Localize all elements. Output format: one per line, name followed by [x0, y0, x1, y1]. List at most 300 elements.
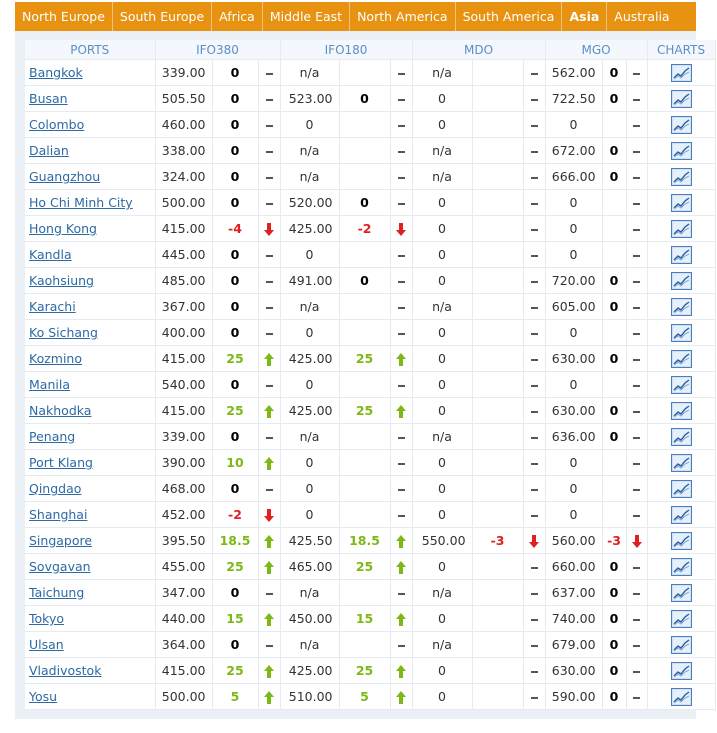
port-link[interactable]: Busan — [29, 91, 68, 106]
ifo380-trend — [258, 606, 280, 632]
chart-icon[interactable] — [671, 116, 692, 134]
ifo180-change — [339, 632, 390, 658]
table-row — [25, 398, 715, 424]
mgo-change — [602, 320, 626, 346]
port-link[interactable]: Tokyo — [29, 611, 64, 626]
ifo380-price: 505.50 — [155, 86, 212, 112]
tab-australia[interactable]: Australia — [614, 9, 670, 24]
tab-middle-east[interactable]: Middle East — [263, 2, 350, 31]
mgo-price: 666.00 — [545, 164, 602, 190]
mgo-price: 672.00 — [545, 138, 602, 164]
arrow-up-icon — [264, 457, 274, 470]
ifo380-change: 0 — [212, 632, 258, 658]
chart-icon[interactable] — [671, 298, 692, 316]
ifo380-change: 5 — [212, 684, 258, 710]
ifo180-change: 0 — [339, 86, 390, 112]
dash-icon — [633, 437, 640, 439]
arrow-up-icon — [264, 561, 274, 574]
ifo180-price: 0 — [280, 476, 339, 502]
port-cell — [25, 372, 155, 398]
chart-icon[interactable] — [671, 636, 692, 654]
chart-icon[interactable] — [671, 272, 692, 290]
mdo-change — [472, 684, 523, 710]
ifo380-change: 0 — [212, 424, 258, 450]
ifo380-change: 0 — [212, 580, 258, 606]
dash-icon — [633, 73, 640, 75]
table-row — [25, 450, 715, 476]
mgo-price: 605.00 — [545, 294, 602, 320]
ifo180-trend — [390, 398, 412, 424]
dash-icon — [633, 333, 640, 335]
chart-cell — [647, 554, 715, 580]
table-row — [25, 164, 715, 190]
mdo-trend — [523, 112, 545, 138]
ifo180-change: 25 — [339, 398, 390, 424]
port-link[interactable]: Shanghai — [29, 507, 88, 522]
dash-icon — [531, 177, 538, 179]
mgo-change — [602, 502, 626, 528]
mdo-change — [472, 268, 523, 294]
mgo-change: 0 — [602, 294, 626, 320]
port-cell — [25, 190, 155, 216]
dash-icon — [633, 307, 640, 309]
mgo-trend — [626, 450, 647, 476]
mdo-trend — [523, 60, 545, 86]
ifo180-trend — [390, 554, 412, 580]
mgo-change: 0 — [602, 606, 626, 632]
port-cell — [25, 268, 155, 294]
dash-icon — [398, 177, 405, 179]
ifo380-change: -4 — [212, 216, 258, 242]
chart-icon[interactable] — [671, 480, 692, 498]
port-link[interactable]: Manila — [29, 377, 70, 392]
header-ifo180: IFO180 — [280, 40, 412, 60]
mdo-change — [472, 450, 523, 476]
ifo380-price: 339.00 — [155, 60, 212, 86]
chart-icon[interactable] — [671, 688, 692, 706]
mgo-change: 0 — [602, 424, 626, 450]
dash-icon — [266, 645, 273, 647]
mgo-trend — [626, 502, 647, 528]
ifo380-trend — [258, 424, 280, 450]
mdo-trend — [523, 450, 545, 476]
ifo180-price: n/a — [280, 424, 339, 450]
chart-icon[interactable] — [671, 90, 692, 108]
mdo-change — [472, 164, 523, 190]
ifo380-change: 0 — [212, 164, 258, 190]
mdo-price: 0 — [412, 658, 472, 684]
ifo180-trend — [390, 580, 412, 606]
chart-icon[interactable] — [671, 246, 692, 264]
mgo-price: 590.00 — [545, 684, 602, 710]
ifo180-trend — [390, 658, 412, 684]
ifo180-trend — [390, 294, 412, 320]
ifo380-price: 445.00 — [155, 242, 212, 268]
dash-icon — [398, 307, 405, 309]
mgo-change: 0 — [602, 658, 626, 684]
mgo-price: 0 — [545, 502, 602, 528]
ifo380-price: 395.50 — [155, 528, 212, 554]
dash-icon — [633, 125, 640, 127]
table-row — [25, 346, 715, 372]
port-cell — [25, 294, 155, 320]
port-cell — [25, 450, 155, 476]
ifo380-price: 452.00 — [155, 502, 212, 528]
mgo-price: 560.00 — [545, 528, 602, 554]
mgo-change: 0 — [602, 86, 626, 112]
arrow-down-icon — [264, 223, 274, 236]
port-link[interactable]: Colombo — [29, 117, 85, 132]
mdo-change — [472, 580, 523, 606]
ifo380-trend — [258, 502, 280, 528]
dash-icon — [531, 385, 538, 387]
dash-icon — [531, 567, 538, 569]
ifo180-price: 523.00 — [280, 86, 339, 112]
chart-icon[interactable] — [671, 64, 692, 82]
dash-icon — [398, 333, 405, 335]
dash-icon — [266, 125, 273, 127]
port-link[interactable]: Taichung — [29, 585, 85, 600]
mdo-price: n/a — [412, 138, 472, 164]
port-link[interactable]: Qingdao — [29, 481, 82, 496]
port-link[interactable]: Vladivostok — [29, 663, 102, 678]
table-row — [25, 372, 715, 398]
tab-asia[interactable]: Asia — [562, 2, 607, 31]
mgo-price: 679.00 — [545, 632, 602, 658]
mdo-price: 0 — [412, 216, 472, 242]
chart-cell — [647, 658, 715, 684]
port-link[interactable]: Yosu — [29, 689, 58, 704]
dash-icon — [398, 437, 405, 439]
arrow-up-icon — [264, 535, 274, 548]
chart-icon[interactable] — [671, 194, 692, 212]
ifo180-price: 0 — [280, 112, 339, 138]
dash-icon — [398, 489, 405, 491]
mdo-price: n/a — [412, 60, 472, 86]
ifo180-change: 25 — [339, 658, 390, 684]
dash-icon — [398, 203, 405, 205]
mgo-trend — [626, 242, 647, 268]
mgo-price: 630.00 — [545, 658, 602, 684]
tab-north-america[interactable]: North America — [350, 2, 456, 31]
mgo-trend — [626, 372, 647, 398]
ifo180-price: n/a — [280, 580, 339, 606]
dash-icon — [531, 255, 538, 257]
mgo-price: 636.00 — [545, 424, 602, 450]
mdo-trend — [523, 216, 545, 242]
tab-north-europe[interactable]: North Europe — [15, 2, 113, 31]
mgo-price: 740.00 — [545, 606, 602, 632]
chart-cell — [647, 138, 715, 164]
port-link[interactable]: Hong Kong — [29, 221, 97, 236]
port-link[interactable]: Ko Sichang — [29, 325, 98, 340]
port-cell — [25, 164, 155, 190]
port-link[interactable]: Guangzhou — [29, 169, 101, 184]
ifo180-trend — [390, 502, 412, 528]
dash-icon — [266, 151, 273, 153]
ifo380-trend — [258, 216, 280, 242]
ifo380-change: 25 — [212, 658, 258, 684]
ifo380-change: 0 — [212, 112, 258, 138]
mdo-trend — [523, 320, 545, 346]
port-link[interactable]: Penang — [29, 429, 76, 444]
port-cell — [25, 320, 155, 346]
mdo-price: 550.00 — [412, 528, 472, 554]
tab-south-america[interactable]: South America — [456, 2, 563, 31]
ifo180-change: 25 — [339, 346, 390, 372]
dash-icon — [633, 255, 640, 257]
port-link[interactable]: Sovgavan — [29, 559, 91, 574]
ifo180-change: 0 — [339, 268, 390, 294]
tab-africa[interactable]: Africa — [212, 2, 263, 31]
ifo380-trend — [258, 138, 280, 164]
chart-cell — [647, 112, 715, 138]
port-link[interactable]: Kozmino — [29, 351, 83, 366]
ifo180-change — [339, 476, 390, 502]
dash-icon — [633, 619, 640, 621]
ifo380-price: 338.00 — [155, 138, 212, 164]
arrow-up-icon — [396, 353, 406, 366]
port-cell — [25, 112, 155, 138]
table-row — [25, 502, 715, 528]
header-charts: CHARTS — [647, 40, 715, 60]
port-link[interactable]: Kandla — [29, 247, 72, 262]
ifo380-trend — [258, 528, 280, 554]
port-link[interactable]: Singapore — [29, 533, 93, 548]
ifo380-change: 0 — [212, 190, 258, 216]
chart-icon[interactable] — [671, 376, 692, 394]
ifo180-trend — [390, 242, 412, 268]
mgo-price: 562.00 — [545, 60, 602, 86]
dash-icon — [633, 489, 640, 491]
dash-icon — [531, 489, 538, 491]
dash-icon — [398, 385, 405, 387]
mgo-price: 630.00 — [545, 398, 602, 424]
dash-icon — [531, 99, 538, 101]
ifo380-change: 0 — [212, 476, 258, 502]
ifo380-trend — [258, 112, 280, 138]
port-cell — [25, 138, 155, 164]
ifo380-trend — [258, 372, 280, 398]
chart-icon[interactable] — [671, 142, 692, 160]
port-link[interactable]: Bangkok — [29, 65, 83, 80]
mdo-change — [472, 216, 523, 242]
chart-icon[interactable] — [671, 532, 692, 550]
port-link[interactable]: Kaohsiung — [29, 273, 94, 288]
chart-icon[interactable] — [671, 662, 692, 680]
mgo-trend — [626, 294, 647, 320]
dash-icon — [266, 489, 273, 491]
ifo180-price: 0 — [280, 320, 339, 346]
port-cell — [25, 424, 155, 450]
chart-cell — [647, 580, 715, 606]
chart-icon[interactable] — [671, 350, 692, 368]
chart-icon[interactable] — [671, 584, 692, 602]
ifo180-change — [339, 320, 390, 346]
mdo-price: n/a — [412, 580, 472, 606]
mdo-trend — [523, 346, 545, 372]
mdo-change — [472, 60, 523, 86]
chart-icon[interactable] — [671, 168, 692, 186]
mgo-change — [602, 190, 626, 216]
ifo380-price: 415.00 — [155, 346, 212, 372]
chart-icon[interactable] — [671, 428, 692, 446]
dash-icon — [398, 73, 405, 75]
chart-cell — [647, 164, 715, 190]
mgo-change — [602, 242, 626, 268]
dash-icon — [266, 177, 273, 179]
chart-cell — [647, 190, 715, 216]
header-ifo380: IFO380 — [155, 40, 280, 60]
dash-icon — [633, 645, 640, 647]
ifo380-change: 25 — [212, 346, 258, 372]
mgo-trend — [626, 476, 647, 502]
chart-icon[interactable] — [671, 220, 692, 238]
ifo180-price: 425.00 — [280, 216, 339, 242]
arrow-down-icon — [264, 509, 274, 522]
tab-south-europe[interactable]: South Europe — [113, 2, 212, 31]
dash-icon — [531, 671, 538, 673]
table-header-row — [25, 40, 715, 60]
mgo-trend — [626, 606, 647, 632]
mgo-change: 0 — [602, 60, 626, 86]
ifo380-change: 0 — [212, 294, 258, 320]
ifo180-trend — [390, 164, 412, 190]
mdo-trend — [523, 632, 545, 658]
bunker-prices-table — [25, 40, 716, 710]
port-link[interactable]: Karachi — [29, 299, 76, 314]
mdo-trend — [523, 476, 545, 502]
table-row — [25, 528, 715, 554]
ifo380-trend — [258, 450, 280, 476]
ifo180-trend — [390, 216, 412, 242]
chart-icon[interactable] — [671, 506, 692, 524]
dash-icon — [633, 359, 640, 361]
ifo180-change — [339, 502, 390, 528]
dash-icon — [398, 593, 405, 595]
ifo380-change: 0 — [212, 268, 258, 294]
mgo-change: 0 — [602, 684, 626, 710]
ifo380-trend — [258, 346, 280, 372]
mdo-trend — [523, 398, 545, 424]
chart-icon[interactable] — [671, 610, 692, 628]
ifo180-price: 0 — [280, 450, 339, 476]
mdo-trend — [523, 502, 545, 528]
ifo380-trend — [258, 190, 280, 216]
mgo-trend — [626, 632, 647, 658]
mgo-change: 0 — [602, 632, 626, 658]
table-row — [25, 476, 715, 502]
ifo180-change: 25 — [339, 554, 390, 580]
dash-icon — [531, 281, 538, 283]
dash-icon — [266, 255, 273, 257]
port-cell — [25, 580, 155, 606]
ifo380-change: 0 — [212, 86, 258, 112]
mdo-change: -3 — [472, 528, 523, 554]
port-link[interactable]: Port Klang — [29, 455, 93, 470]
ifo180-change — [339, 294, 390, 320]
ifo180-change: -2 — [339, 216, 390, 242]
mdo-price: 0 — [412, 190, 472, 216]
chart-cell — [647, 242, 715, 268]
chart-cell — [647, 684, 715, 710]
ifo180-price: n/a — [280, 60, 339, 86]
table-row — [25, 190, 715, 216]
mdo-change — [472, 398, 523, 424]
mdo-trend — [523, 242, 545, 268]
arrow-up-icon — [264, 691, 274, 704]
chart-cell — [647, 502, 715, 528]
chart-icon[interactable] — [671, 324, 692, 342]
arrow-up-icon — [396, 613, 406, 626]
mgo-change: 0 — [602, 268, 626, 294]
mdo-trend — [523, 190, 545, 216]
ifo180-trend — [390, 528, 412, 554]
port-link[interactable]: Nakhodka — [29, 403, 92, 418]
mgo-trend — [626, 138, 647, 164]
chart-cell — [647, 372, 715, 398]
ifo380-price: 400.00 — [155, 320, 212, 346]
chart-icon[interactable] — [671, 402, 692, 420]
ifo180-trend — [390, 86, 412, 112]
chart-icon[interactable] — [671, 454, 692, 472]
ifo380-trend — [258, 320, 280, 346]
ifo380-trend — [258, 164, 280, 190]
mdo-change — [472, 86, 523, 112]
port-link[interactable]: Ho Chi Minh City — [29, 195, 133, 210]
mdo-change — [472, 242, 523, 268]
mgo-price: 722.50 — [545, 86, 602, 112]
ifo380-change: 25 — [212, 398, 258, 424]
table-row — [25, 320, 715, 346]
dash-icon — [633, 229, 640, 231]
port-link[interactable]: Dalian — [29, 143, 69, 158]
ifo380-trend — [258, 398, 280, 424]
mdo-price: 0 — [412, 554, 472, 580]
arrow-up-icon — [264, 665, 274, 678]
mgo-change: -3 — [602, 528, 626, 554]
ifo180-price: 465.00 — [280, 554, 339, 580]
ifo180-trend — [390, 346, 412, 372]
port-link[interactable]: Ulsan — [29, 637, 64, 652]
arrow-up-icon — [396, 535, 406, 548]
mdo-price: n/a — [412, 424, 472, 450]
dash-icon — [531, 411, 538, 413]
ifo180-change — [339, 138, 390, 164]
mgo-trend — [626, 320, 647, 346]
ifo180-change — [339, 450, 390, 476]
mdo-change — [472, 320, 523, 346]
ifo180-price: n/a — [280, 138, 339, 164]
mdo-change — [472, 112, 523, 138]
dash-icon — [531, 359, 538, 361]
arrow-up-icon — [264, 613, 274, 626]
ifo180-change — [339, 580, 390, 606]
chart-icon[interactable] — [671, 558, 692, 576]
chart-cell — [647, 216, 715, 242]
chart-cell — [647, 86, 715, 112]
chart-cell — [647, 476, 715, 502]
ifo180-change — [339, 372, 390, 398]
mgo-price: 720.00 — [545, 268, 602, 294]
mdo-trend — [523, 268, 545, 294]
dash-icon — [398, 151, 405, 153]
ifo380-price: 390.00 — [155, 450, 212, 476]
dash-icon — [633, 151, 640, 153]
ifo180-price: n/a — [280, 632, 339, 658]
ifo180-price: n/a — [280, 164, 339, 190]
mgo-change — [602, 450, 626, 476]
